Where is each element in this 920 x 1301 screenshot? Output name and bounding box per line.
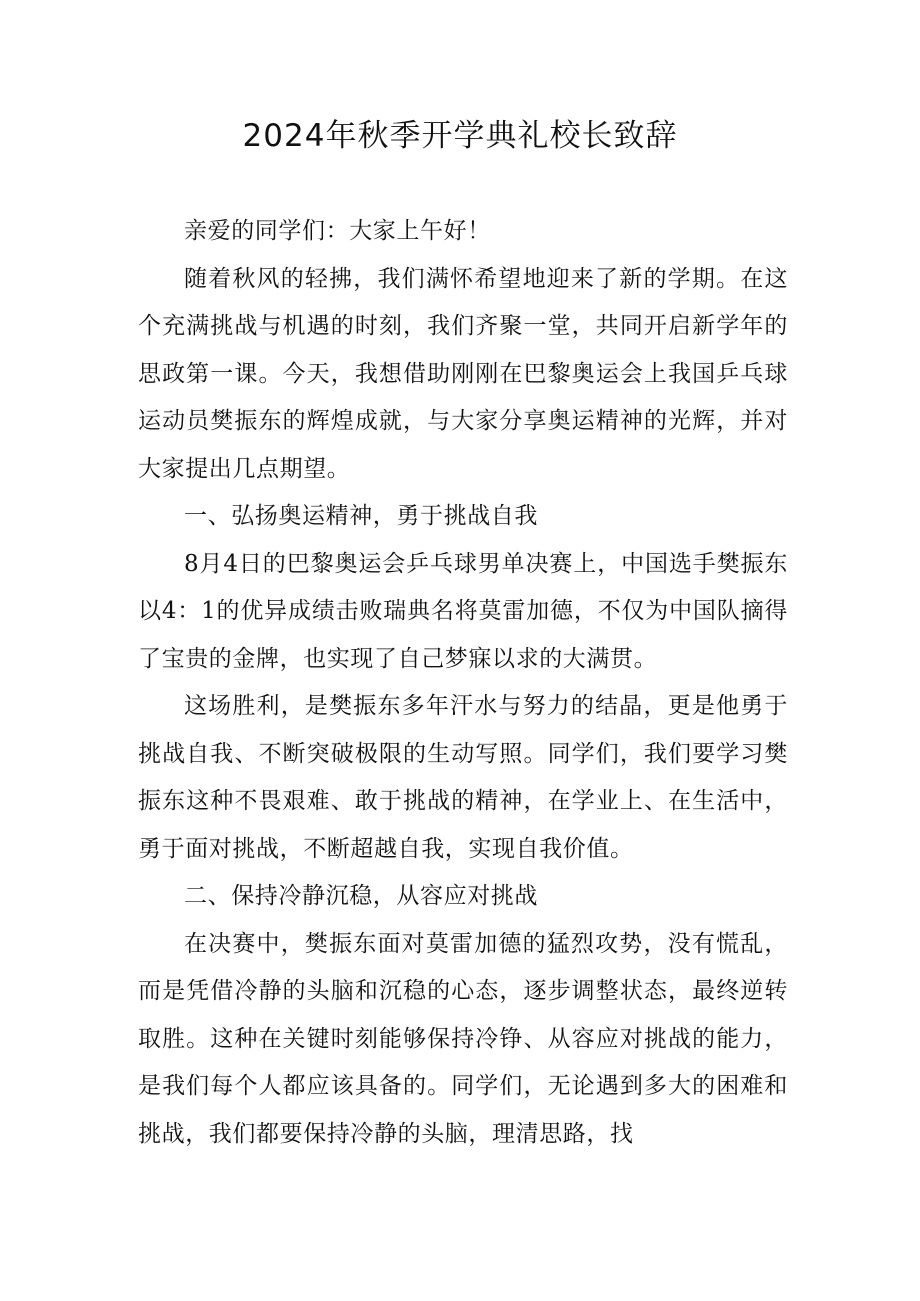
greeting-paragraph: 亲爱的同学们：大家上午好！ (184, 218, 491, 244)
section-heading-1: 一、弘扬奥运精神，勇于挑战自我 (184, 503, 538, 529)
section-heading-2: 二、保持冷静沉稳，从容应对挑战 (184, 883, 538, 909)
document-title: 2024年秋季开学典礼校长致辞 (242, 118, 678, 154)
final-match-paragraph: 8月4日的巴黎奥运会乒乓球男单决赛上，中国选手樊振东以4：1的优异成绩击败瑞典名将莫雷加德，不仅为中国队摘得了宝贵的金牌，也实现了自己梦寐以求的大满贯。 (138, 550, 788, 672)
composure-paragraph: 在决赛中，樊振东面对莫雷加德的猛烈攻势，没有慌乱，而是凭借冷静的头脑和沉稳的心态，逐步调整状态，最终逆转取胜。这种在关键时刻能够保持冷铮、从容应对挑战的能力，是我们每个人都应该具备的。同学们，无论遇到多大的困难和挑战，我们都要保持冷静的头脑，理清思路，找 (138, 930, 788, 1147)
victory-paragraph: 这场胜利，是樊振东多年汗水与努力的结晶，更是他勇于挑战自我、不断突破极限的生动写照。同学们，我们要学习樊振东这种不畏艰难、敢于挑战的精神，在学业上、在生活中，勇于面对挑战，不断超越自我，实现自我价值。 (138, 693, 788, 862)
intro-paragraph: 随着秋风的轻拂，我们满怀希望地迎来了新的学期。在这个充满挑战与机遇的时刻，我们齐聚一堂，共同开启新学年的思政第一课。今天，我想借助刚刚在巴黎奥运会上我国乒乓球运动员樊振东的辉煌成就，与大家分享奥运精神的光辉，并对大家提出几点期望。 (138, 265, 788, 482)
document-body (138, 208, 788, 1158)
